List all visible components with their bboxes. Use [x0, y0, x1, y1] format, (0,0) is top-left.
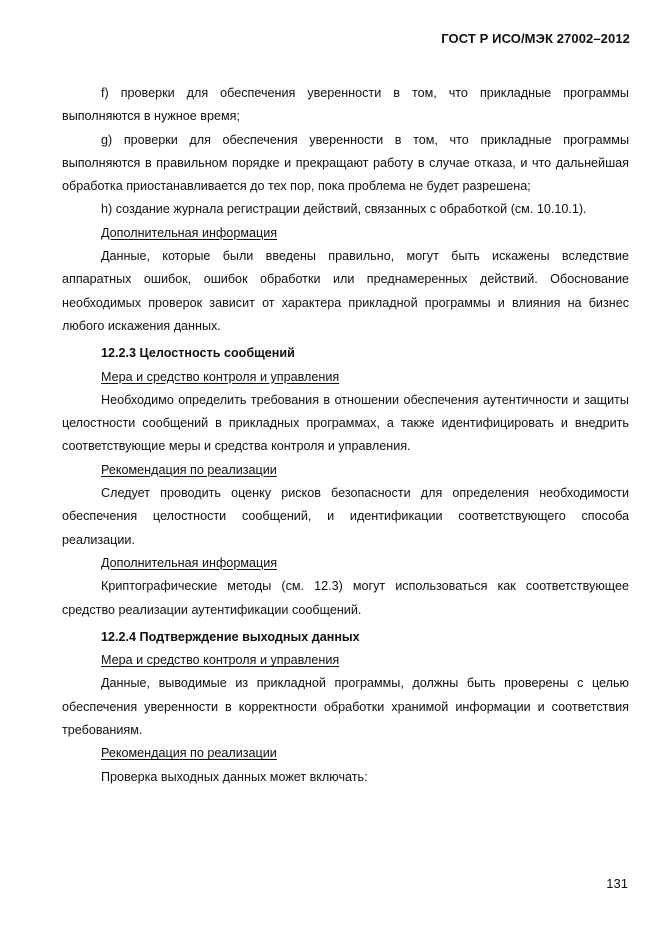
list-item-f: f) проверки для обеспечения уверенности в том, что прикладные программы выполняются в нужное время; [62, 86, 629, 124]
subheading-additional-info: Дополнительная информация [101, 225, 278, 240]
page-content [62, 82, 629, 789]
document-header: ГОСТ Р ИСО/МЭК 27002–2012 [441, 31, 630, 46]
section-heading-12-2-3: 12.2.3 Целостность сообщений [101, 346, 295, 361]
subheading-additional-info-2: Дополнительная информация [101, 555, 278, 570]
list-item-h: h) создание журнала регистрации действий, связанных с обработкой (см. 10.10.1). [101, 202, 587, 217]
paragraph-additional-info: Данные, которые были введены правильно, могут быть искажены вследствие аппаратных ошибок, ошибок обработки или преднамеренных действий. Обоснование необходимых проверок зависит от характера прикладной программы и влияния на бизнес любого искажения данных. [62, 249, 629, 333]
subheading-control-2: Мера и средство контроля и управления [101, 653, 340, 668]
paragraph-control-2: Данные, выводимые из прикладной программы, должны быть проверены с целью обеспечения уверенности в корректности обработки хранимой информации и соответствия требованиям. [62, 676, 629, 738]
paragraph-implementation: Следует проводить оценку рисков безопасности для определения необходимости обеспечения целостности сообщений, и идентификации соответствующего способа реализации. [62, 486, 629, 547]
subheading-implementation: Рекомендация по реализации [101, 462, 277, 477]
paragraph-implementation-2: Проверка выходных данных может включать: [101, 769, 368, 784]
subheading-implementation-2: Рекомендация по реализации [101, 746, 277, 761]
page-number: 131 [606, 876, 628, 891]
section-heading-12-2-4: 12.2.4 Подтверждение выходных данных [101, 629, 360, 644]
paragraph-additional-info-2: Криптографические методы (см. 12.3) могут использоваться как соответствующее средство реализации аутентификации сообщений. [62, 579, 629, 617]
subheading-control: Мера и средство контроля и управления [101, 369, 340, 384]
list-item-g: g) проверки для обеспечения уверенности в том, что прикладные программы выполняются в правильном порядке и прекращают работу в случае отказа, и что дальнейшая обработка приостанавливается до тех пор, пока проблема не будет разрешена; [62, 132, 629, 194]
paragraph-control: Необходимо определить требования в отношении обеспечения аутентичности и защиты целостности сообщений в прикладных программах, а также идентифицировать и внедрить соответствующие меры и средства контроля и управления. [62, 392, 629, 454]
